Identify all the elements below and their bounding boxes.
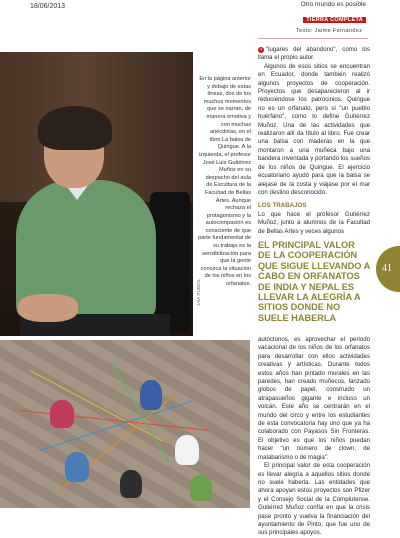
photo-child bbox=[65, 452, 89, 482]
page-number-tab: 41 bbox=[376, 246, 400, 292]
photo-child bbox=[120, 470, 142, 498]
photo-child bbox=[190, 475, 212, 501]
photo-credit: JAVI RUBIOL bbox=[196, 278, 201, 306]
children-activity-photo bbox=[0, 340, 250, 508]
photo-child bbox=[140, 380, 162, 410]
publication-brand bbox=[301, 1, 366, 26]
photo-child bbox=[175, 435, 199, 465]
article-column-middle bbox=[258, 211, 370, 236]
article-paragraph: • "lugares del abandono", como los llama el propio autor. bbox=[258, 46, 370, 62]
byline-divider bbox=[258, 38, 368, 39]
publication-name: Otro mundo es posible bbox=[300, 1, 366, 8]
photo-hand bbox=[18, 294, 78, 322]
article-paragraph: Algunos de esos sitios se encuentran en Ecuador, donde también realizó algunos proyectos de cooperación. Proyectos que desaparecieron al ir reduciéndose los patrocinios. Quingue no es un orfanato, pero sí "un pueblo huérfano", como lo define Gutiérrez Muñoz. Una de las actividades que realizaron allí da título al libro. Fue crear una balsa con maderas en la que montaron a una muñeca bajo una bandera inventada y portando los sueños de los niños de Quingue. El ejercicio ecuatoriano ayudó para que la balsa se alejase de la costa y viajase por el mar con destino desconocido. bbox=[258, 62, 370, 196]
issue-date: 18/06/2013 bbox=[30, 3, 66, 10]
photo-chair bbox=[150, 192, 190, 332]
article-column-top bbox=[258, 46, 370, 197]
article-column-bottom bbox=[258, 336, 370, 538]
pull-quote: EL PRINCIPAL VALOR DE LA COOPERACIÓN QUE SIGUE LLEVANDO A CABO EN ORFANATOS DE INDIA Y NEPAL ES LLEVAR LA ALEGRÍA A SITIOS DONDE NO SUELE HABERLA bbox=[258, 240, 370, 323]
section-subhead: LOS TRABAJOS bbox=[258, 202, 307, 209]
article-paragraph: El principal valor de esta cooperación es llevar alegría a aquellos sitios donde no suele haberla. Las entidades que ahora apoyan estos proyectos son Pfizer y el Consejo Social de la Complutense. Gutiérrez Muñoz confía en que la crisis pase pronto y vuelva la financiación del ayuntamiento de Pinto, que fue uno de sus principales apoyos. bbox=[258, 462, 370, 537]
article-paragraph: Lo que hace el profesor Gutiérrez Muñoz, junto a alumnos de la Facultad de Bellas Artes y veces algunos bbox=[258, 211, 370, 235]
photo-hair bbox=[38, 106, 112, 150]
photo-caption: En la página anterior y debajo de estas líneas, dos de los muchos momentos que se narran, de manera emotiva y con muchas anécdotas, en el libro La balsa de Quingue. A la izquierda, el profesor José Luis Gutiérrez Muñoz en su despacho del aula de Escultura de la Facultad de Bellas Artes. Aunque rechaza el protagonismo y la autocompasión es consciente de que parte fundamental de su trabajo es la sensibilización para que la gente conozca la situación de los niños en los orfanatos. bbox=[198, 76, 251, 288]
portrait-photo bbox=[0, 52, 193, 336]
article-byline: Texto: Jaime Fernández bbox=[296, 28, 363, 34]
bullet-icon: • bbox=[258, 47, 264, 53]
section-badge: TIERRA COMPLETA bbox=[303, 17, 366, 23]
page-header bbox=[0, 0, 400, 23]
photo-child bbox=[50, 400, 74, 428]
article-paragraph: autóctonos, es aprovechar el periodo vacacional de los niños de los orfanatos para desarrollar con ellos actividades creativas y artísticas. Durante todos estos años han pintado murales en las paredes, han creado muñecos, lanzado globos de papel, construido un atrapasueños gigante e incluso un volcán. Este año se centrarán en el mundo del circo y entre los estudiantes de esta convocatoria hay uno que ya ha colaborado con Payasos Sin Fronteras. El objetivo es que los niños puedan hacer "un número de clown, de malabarismo o de magia". bbox=[258, 336, 370, 461]
